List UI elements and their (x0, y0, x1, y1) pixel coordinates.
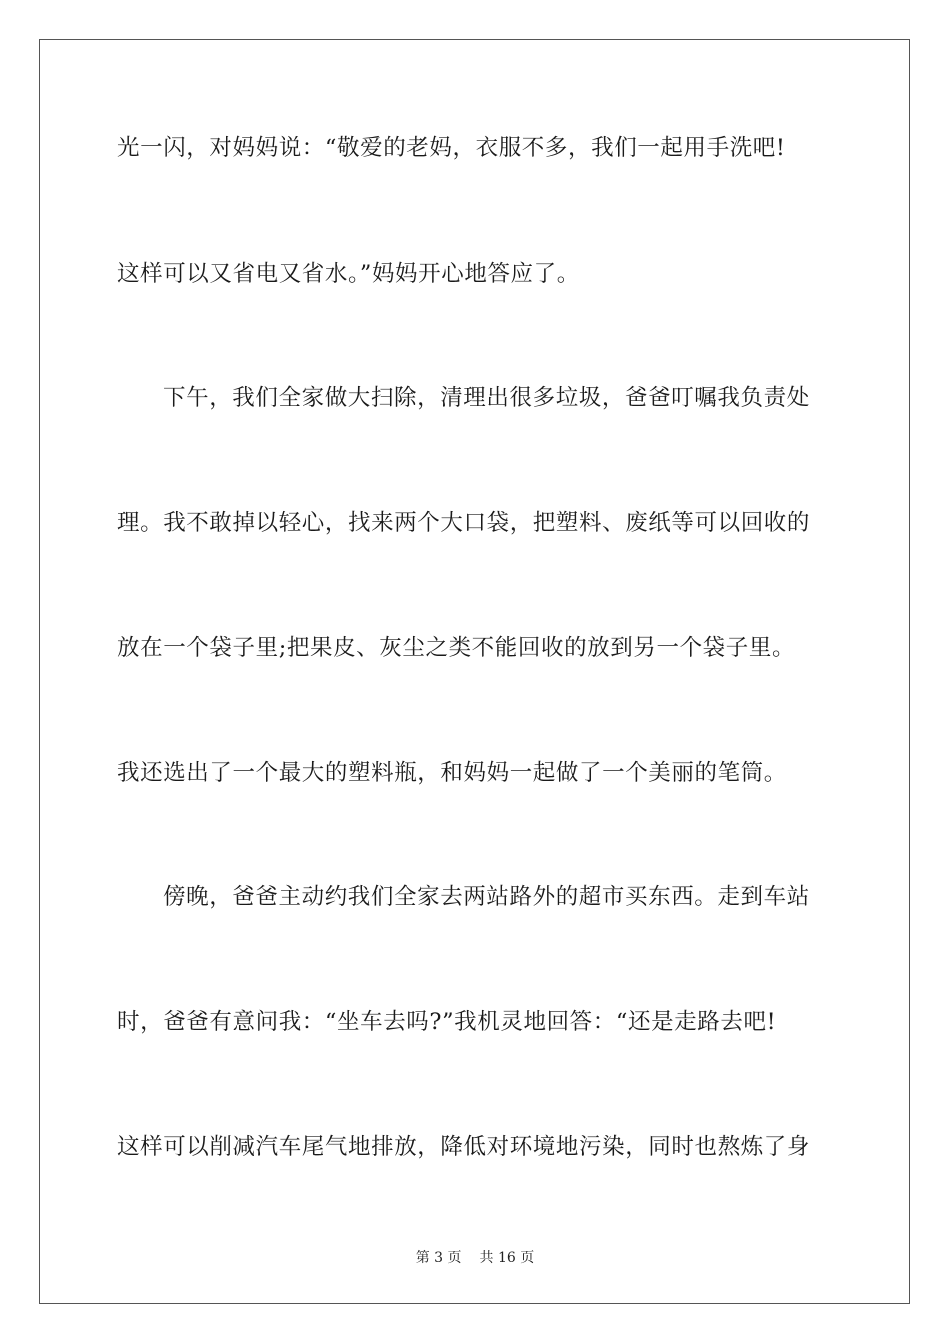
body-line-1: 光一闪，对妈妈说：“敬爱的老妈，衣服不多，我们一起用手洗吧! (117, 135, 786, 161)
body-line-8: 时，爸爸有意问我：“坐车去吗?”我机灵地回答：“还是走路去吧! (117, 1009, 777, 1035)
total-pages: 共 16 页 (479, 1250, 535, 1266)
page-border (39, 39, 910, 1304)
body-line-5: 放在一个袋子里;把果皮、灰尘之类不能回收的放到另一个袋子里。 (117, 635, 796, 661)
body-line-4: 理。我不敢掉以轻心，找来两个大口袋，把塑料、废纸等可以回收的 (117, 510, 811, 536)
body-line-6: 我还选出了一个最大的塑料瓶，和妈妈一起做了一个美丽的笔筒。 (117, 760, 787, 786)
body-line-9: 这样可以削减汽车尾气地排放，降低对环境地污染，同时也熬炼了身 (117, 1134, 811, 1160)
page-footer (0, 1249, 950, 1267)
paragraph-start-line-3: 下午，我们全家做大扫除，清理出很多垃圾，爸爸叮嘱我负责处 (163, 385, 810, 411)
body-line-2: 这样可以又省电又省水。”妈妈开心地答应了。 (117, 261, 580, 287)
page-number: 第 3 页 (415, 1250, 462, 1266)
paragraph-start-line-7: 傍晚，爸爸主动约我们全家去两站路外的超市买东西。走到车站 (163, 884, 810, 910)
